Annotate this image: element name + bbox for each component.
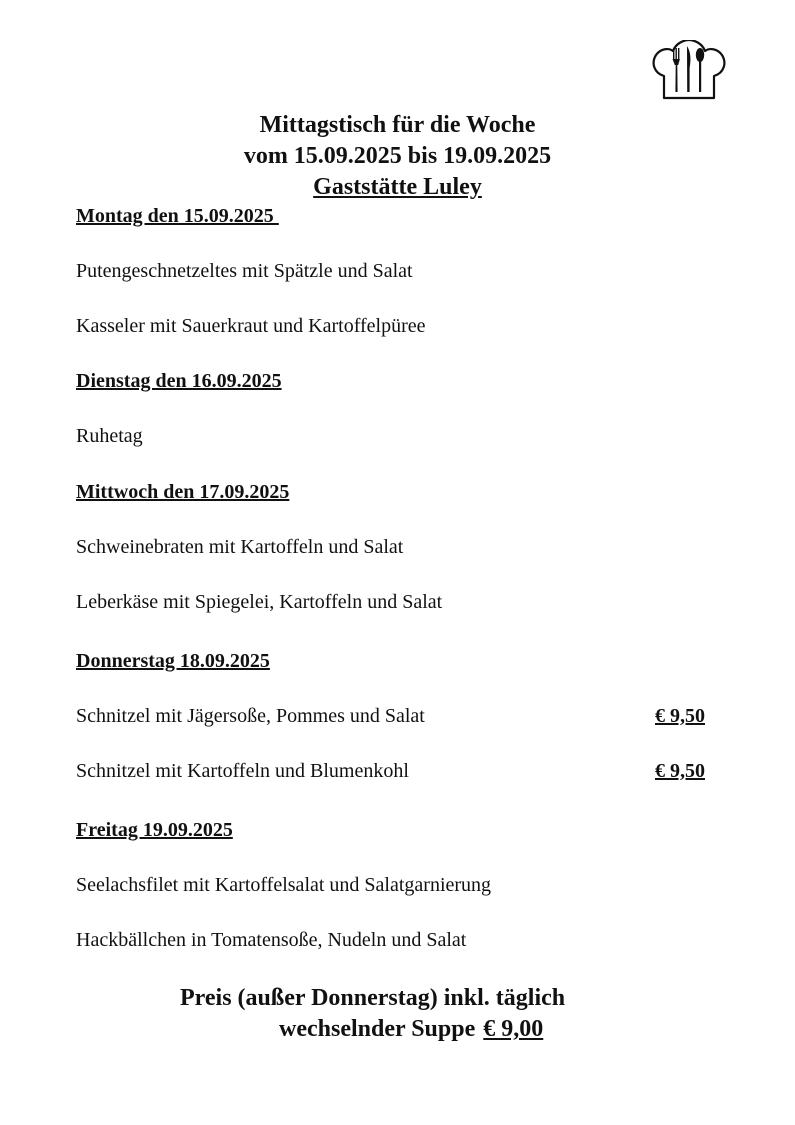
dish-item: Schnitzel mit Jägersoße, Pommes und Salat <box>76 705 425 727</box>
dish-item: Schweinebraten mit Kartoffeln und Salat <box>76 536 404 558</box>
dish-item: Hackbällchen in Tomatensoße, Nudeln und Salat <box>76 929 467 951</box>
footer-price-line <box>279 1014 543 1044</box>
dish-item: Seelachsfilet mit Kartoffelsalat und Salatgarnierung <box>76 874 492 896</box>
menu-title: Mittagstisch für die Woche <box>259 112 536 138</box>
dish-item: Kasseler mit Sauerkraut und Kartoffelpüree <box>76 315 426 337</box>
day-heading-wednesday: Mittwoch den 17.09.2025 <box>76 481 290 503</box>
day-heading-friday: Freitag 19.09.2025 <box>76 819 233 841</box>
dish-item: Ruhetag <box>76 425 143 447</box>
chef-hat-cutlery-icon <box>650 40 728 100</box>
day-heading-thursday: Donnerstag 18.09.2025 <box>76 650 270 672</box>
footer-soup-text: wechselnder Suppe <box>279 1016 476 1042</box>
dish-item: Putengeschnetzeltes mit Spätzle und Salat <box>76 260 413 282</box>
day-heading-monday: Montag den 15.09.2025 <box>76 205 279 227</box>
dish-price: € 9,50 <box>655 760 705 782</box>
footer-price-note: Preis (außer Donnerstag) inkl. täglich <box>180 985 566 1011</box>
dish-price: € 9,50 <box>655 705 705 727</box>
day-heading-tuesday: Dienstag den 16.09.2025 <box>76 370 282 392</box>
restaurant-name: Gaststätte Luley <box>313 174 482 200</box>
menu-date-range: vom 15.09.2025 bis 19.09.2025 <box>243 143 552 169</box>
dish-item: Schnitzel mit Kartoffeln und Blumenkohl <box>76 760 409 782</box>
dish-item: Leberkäse mit Spiegelei, Kartoffeln und Salat <box>76 591 443 613</box>
footer-price: € 9,00 <box>483 1016 544 1042</box>
